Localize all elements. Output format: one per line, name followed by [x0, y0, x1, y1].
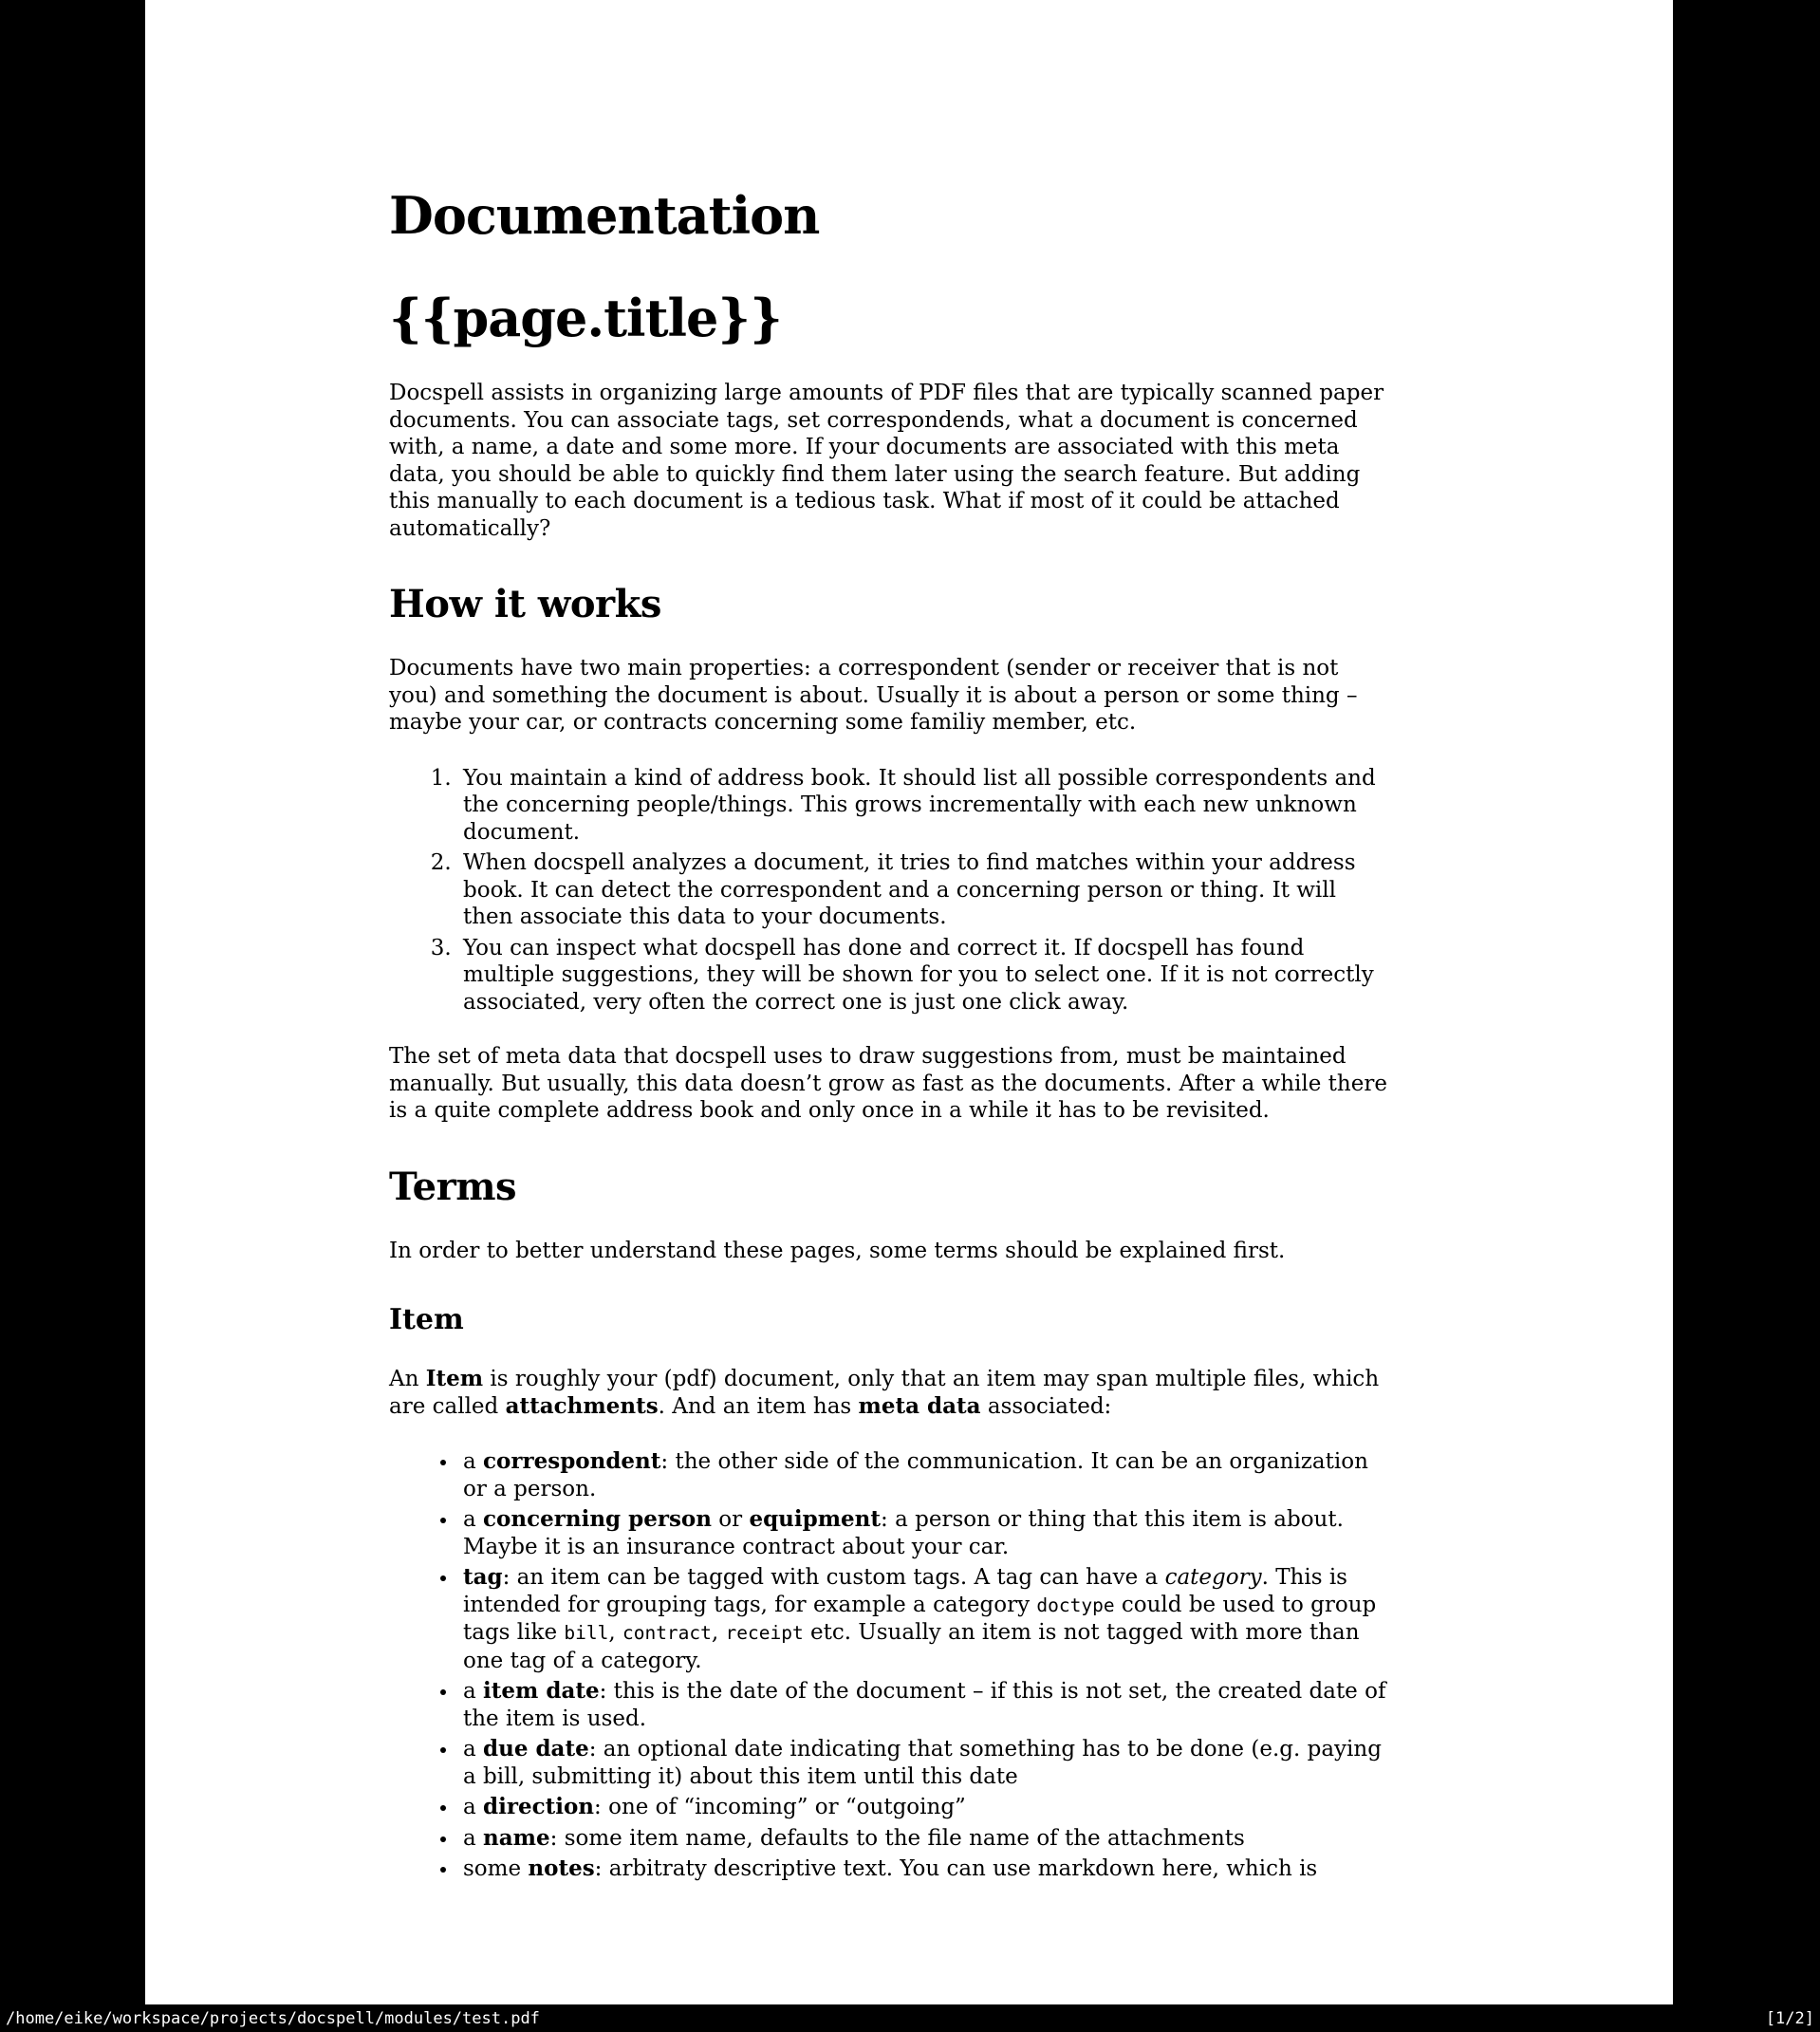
text-segment: direction [483, 1794, 595, 1819]
text-segment: receipt [725, 1622, 804, 1644]
list-item [458, 1855, 1391, 1883]
list-item: 3. You can inspect what docspell has done and correct it. If docspell has found multiple suggestions, they will be shown for you to select one. If it is not correctly associated, very often the correct one is just one click away. [458, 935, 1391, 1016]
statusbar-page-indicator: [1/2] [1765, 2008, 1814, 2028]
list-item [458, 1506, 1391, 1560]
section-heading-terms: Terms [389, 1164, 517, 1209]
text-segment: tag [463, 1564, 503, 1590]
text-segment: name [483, 1824, 550, 1851]
how-it-works-steps-list [389, 765, 1391, 1016]
item-lead-paragraph [389, 1366, 1391, 1420]
text-segment: associated: [980, 1393, 1112, 1419]
statusbar-file-path: /home/eike/workspace/projects/docspell/modules/test.pdf [6, 2008, 540, 2028]
how-it-works-lead-paragraph: Documents have two main properties: a correspondent (sender or receiver that is not you) and something the document is about. Usually it is about a person or some thing – maybe your car, or contracts concerning some familiy member, etc. [389, 656, 1358, 735]
text-segment: etc. Usually an item is not tagged with more than one tag of a category. [463, 1620, 1360, 1673]
text-segment: : an item can be tagged with custom tags. A tag can have a [502, 1565, 1165, 1590]
text-segment: category [1164, 1565, 1262, 1590]
text-segment: is roughly your (pdf) document, only that an item may span multiple files, which are called [389, 1367, 1380, 1419]
text-segment: a [463, 1795, 484, 1819]
text-segment: . This is intended for grouping tags, for example a category [463, 1565, 1347, 1617]
text-segment: notes [528, 1855, 595, 1881]
intro-paragraph: Docspell assists in organizing large amounts of PDF files that are typically scanned paper documents. You can associate tags, set correspondends, what a document is concerned with, a name, a date and some more. If your documents are associated with this meta data, you should be able to quickly find them later using the search feature. But adding this manually to each document is a tedious task. What if most of it could be attached automatically? [389, 381, 1384, 541]
text-segment: : one of “incoming” or “outgoing” [594, 1795, 966, 1819]
text-segment: a [463, 1449, 484, 1474]
list-item [458, 1564, 1391, 1674]
text-segment: doctype [1036, 1594, 1115, 1616]
text-segment: An [389, 1367, 426, 1391]
text-segment: Item [425, 1366, 484, 1391]
text-segment: , [711, 1620, 726, 1645]
item-meta-data-list [389, 1448, 1391, 1883]
text-segment: : the other side of the communication. It can be an organization or a person. [463, 1449, 1368, 1501]
text-segment: : a person or thing that this item is about. Maybe it is an insurance contract about your car. [463, 1507, 1344, 1559]
text-segment: : this is the date of the document – if this is not set, the created date of the item is used. [463, 1679, 1386, 1731]
section-heading-how-it-works: How it works [389, 582, 661, 626]
list-item [458, 1736, 1391, 1790]
text-segment: a [463, 1825, 484, 1851]
document-content [389, 0, 1391, 1883]
text-segment: : an optional date indicating that something has to be done (e.g. paying a bill, submitting it) about this item until this date [463, 1737, 1382, 1789]
list-item [458, 1825, 1391, 1853]
pdf-page-canvas[interactable] [145, 0, 1673, 2004]
text-segment: . And an item has [658, 1393, 859, 1419]
text-segment: bill [564, 1622, 609, 1644]
text-segment: item date [483, 1678, 600, 1704]
viewer-statusbar [0, 2004, 1820, 2032]
text-segment: equipment [749, 1506, 882, 1532]
template-title-heading: {{page.title}} [389, 288, 782, 348]
terms-lead-paragraph: In order to better understand these pages, some terms should be explained first. [389, 1238, 1286, 1263]
list-item [458, 1448, 1391, 1502]
text-segment: , [608, 1620, 622, 1645]
how-it-works-outro-paragraph: The set of meta data that docspell uses to draw suggestions from, must be maintained manually. But usually, this data doesn’t grow as fast as the documents. After a while there is a quite complete address book and only once in a while it has to be revisited. [389, 1044, 1387, 1123]
list-item: 1. You maintain a kind of address book. It should list all possible correspondents and the concerning people/things. This grows incrementally with each new unknown document. [458, 765, 1391, 847]
text-segment: could be used to group tags like [463, 1592, 1377, 1645]
document-title-heading: Documentation [389, 185, 820, 246]
text-segment: : some item name, defaults to the file name of the attachments [549, 1825, 1245, 1851]
text-segment: some [463, 1856, 529, 1881]
text-segment: a [463, 1507, 484, 1532]
list-item [458, 1794, 1391, 1821]
text-segment: : arbitraty descriptive text. You can use markdown here, which is [594, 1856, 1318, 1881]
subsection-heading-item: Item [389, 1303, 464, 1336]
text-segment: meta data [858, 1392, 981, 1419]
text-segment: or [711, 1507, 750, 1532]
text-segment: attachments [505, 1392, 659, 1419]
text-segment: concerning person [483, 1506, 712, 1532]
text-segment: due date [483, 1736, 589, 1762]
list-item [458, 1678, 1391, 1732]
text-segment: correspondent [483, 1448, 661, 1474]
text-segment: a [463, 1679, 484, 1704]
list-item: 2. When docspell analyzes a document, it tries to find matches within your address book. It can detect the correspondent and a concerning person or thing. It will then associate this data to your documents. [458, 849, 1391, 931]
text-segment: a [463, 1737, 484, 1762]
text-segment: contract [622, 1622, 712, 1644]
